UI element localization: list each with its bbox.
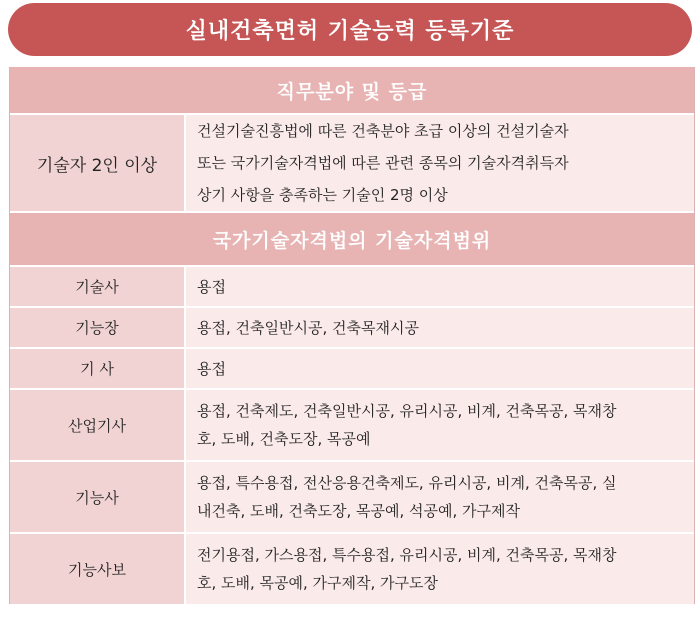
page-title: 실내건축면허 기술능력 등록기준 [8,3,692,56]
scope-line: 전기용접, 가스용접, 특수용접, 유리시공, 비계, 건축목공, 목재창 [197,546,617,564]
description-line: 상기 사항을 충족하는 기술인 2명 이상 [197,186,448,204]
table-row [10,534,694,604]
description-line: 건설기술진흥법에 따른 건축분야 초급 이상의 건설기술자 [197,122,569,140]
scope-line: 호, 도배, 목공예, 가구제작, 가구도장 [197,574,439,592]
scope-line: 내건축, 도배, 건축도장, 목공예, 석공예, 가구제작 [197,502,520,520]
section-header-qualification-scope: 국가기술자격법의 기술자격범위 [10,213,694,267]
grade-label: 기능사보 [10,534,186,604]
grade-scope [186,534,694,604]
grade-scope [186,462,694,532]
qualification-description [186,115,694,211]
grade-label: 기능사 [10,462,186,532]
table-row [10,349,694,390]
grade-label: 산업기사 [10,390,186,460]
grade-label: 기능장 [10,308,186,347]
qualification-row [10,115,694,213]
scope-line: 용접, 건축제도, 건축일반시공, 유리시공, 비계, 건축목공, 목재창 [197,402,617,420]
scope-line: 용접 [197,277,226,296]
grade-scope [186,308,694,347]
table-row [10,308,694,349]
grade-scope [186,390,694,460]
registration-criteria-table [9,67,695,604]
scope-line: 용접 [197,359,226,378]
grade-label: 기 사 [10,349,186,388]
scope-line: 호, 도배, 건축도장, 목공예 [197,430,371,448]
table-row [10,462,694,534]
grade-scope [186,349,694,388]
table-row [10,267,694,308]
description-line: 또는 국가기술자격법에 따른 관련 종목의 기술자격취득자 [197,154,569,172]
section-header-job-field: 직무분야 및 등급 [10,67,694,115]
grade-label: 기술사 [10,267,186,306]
scope-line: 용접, 건축일반시공, 건축목재시공 [197,318,419,337]
grade-scope [186,267,694,306]
scope-line: 용접, 특수용접, 전산응용건축제도, 유리시공, 비계, 건축목공, 실 [197,474,617,492]
table-row [10,390,694,462]
qualification-label: 기술자 2인 이상 [10,115,186,211]
